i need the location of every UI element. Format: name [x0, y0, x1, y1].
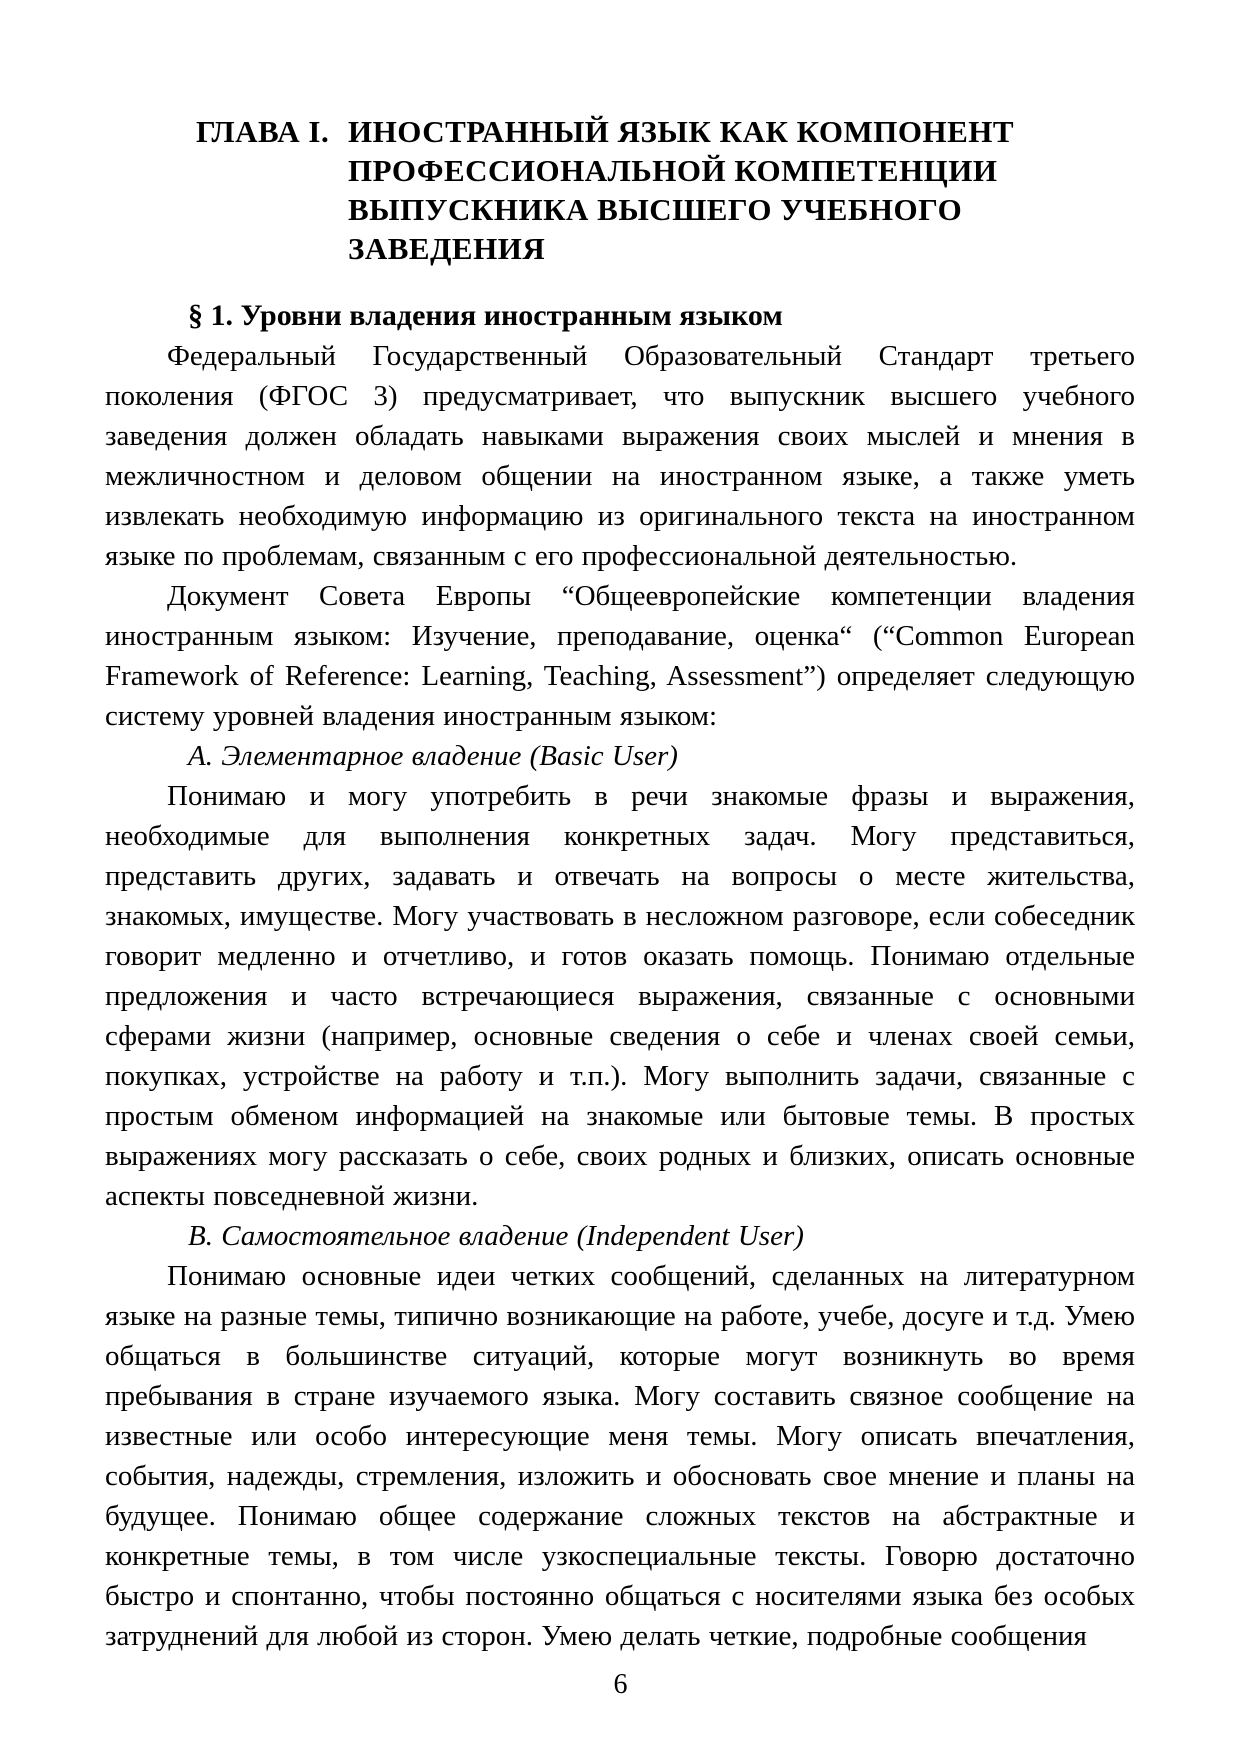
paragraph-cefr-document: Документ Совета Европы “Общеевропейские компетенции владения иностранным языком: Изучение, преподавание, оценка“ (“Common European Framework of Reference: Learning, Teaching, Assessment”) определяет следующую систему уровней владения иностранным языком: — [105, 580, 1135, 732]
paragraph-fgos: Федеральный Государственный Образовательный Стандарт третьего поколения (ФГОС 3) предусматривает, что выпускник высшего учебного заведения должен обладать навыками выражения своих мыслей и мнения в межличностном и деловом общении на иностранном языке, а также уметь извлекать необходимую информацию из оригинального текста на иностранном языке по проблемам, связанным с его профессиональной деятельностью. — [105, 340, 1135, 572]
level-a-heading: А. Элементарное владение (Basic User) — [188, 740, 678, 772]
paragraph-basic-user-description: Понимаю и могу употребить в речи знакомые фразы и выражения, необходимые для выполнения конкретных задач. Могу представиться, представить других, задавать и отвечать на вопросы о месте жительства, знакомых, имуществе. Могу участвовать в несложном разговоре, если собеседник говорит медленно и отчетливо, и готов оказать помощь. Понимаю отдельные предложения и часто встречающиеся выражения, связанные с основными сферами жизни (например, основные сведения о себе и членах своей семьи, покупках, устройстве на работу и т.п.). Могу выполнить задачи, связанные с простым обменом информацией на знакомые или бытовые темы. В простых выражениях могу рассказать о себе, своих родных и близких, описать основные аспекты повседневной жизни. — [105, 780, 1135, 1212]
chapter-title-line-2: ПРОФЕССИОНАЛЬНОЙ КОМПЕТЕНЦИИ — [348, 153, 998, 188]
chapter-label: ГЛАВА I. — [196, 114, 330, 149]
level-b-heading: В. Самостоятельное владение (Independent User) — [188, 1220, 804, 1252]
chapter-title-line-1: ИНОСТРАННЫЙ ЯЗЫК КАК КОМПОНЕНТ — [348, 114, 1015, 149]
section-heading: § 1. Уровни владения иностранным языком — [188, 299, 783, 332]
chapter-title-line-3: ВЫПУСКНИКА ВЫСШЕГО УЧЕБНОГО ЗАВЕДЕНИЯ — [348, 192, 963, 266]
page-number: 6 — [613, 1669, 628, 1700]
chapter-heading — [196, 112, 1135, 268]
chapter-title — [348, 112, 1135, 268]
paragraph-independent-user-description: Понимаю основные идеи четких сообщений, сделанных на литературном языке на разные темы, типично возникающие на работе, учебе, досуге и т.д. Умею общаться в большинстве ситуаций, которые могут возникнуть во время пребывания в стране изучаемого языка. Могу составить связное сообщение на известные или особо интересующие меня темы. Могу описать впечатления, события, надежды, стремления, изложить и обосновать свое мнение и планы на будущее. Понимаю общее содержание сложных текстов на абстрактные и конкретные темы, в том числе узкоспециальные тексты. Говорю достаточно быстро и спонтанно, чтобы постоянно общаться с носителями языка без особых затруднений для любой из сторон. Умею делать четкие, подробные сообщения — [105, 1260, 1135, 1652]
